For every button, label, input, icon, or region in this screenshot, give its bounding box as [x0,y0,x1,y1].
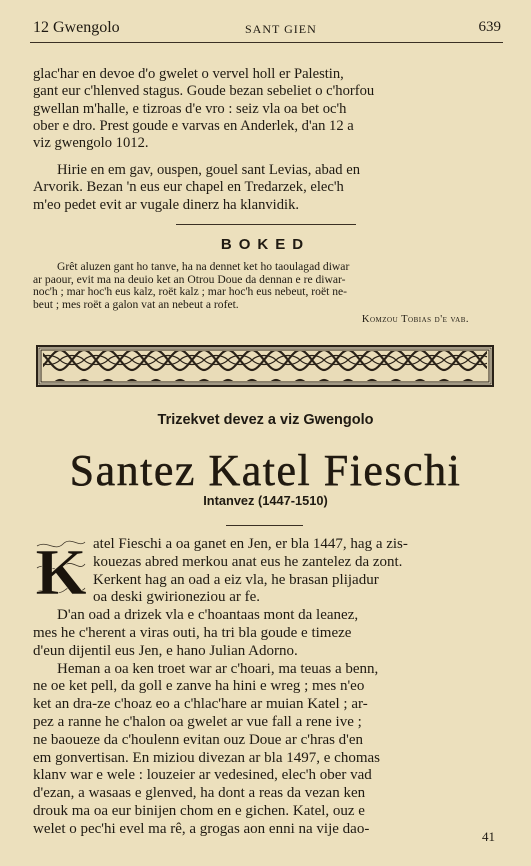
quote-line: ar paour, evit ma na deuio ket an Otrou Doue da dennan e re diwar- [33,272,346,286]
saint-dates: Intanvez (1447-1510) [203,493,328,508]
text-line: ne baoueze da c'houlenn evitan ouz Doue ar c'hras d'en [33,731,364,748]
quote-attribution: Komzou Tobias d'e vab. [361,314,469,325]
text-line: Heman a oa ken troet war ar c'hoari, ma teuas a benn, [57,660,379,677]
text-line: Arvorik. Bezan 'n eus eur chapel en Tredarzek, elec'h [33,179,344,196]
text-line: drouk ma oa eur binijen chom en e gichen. Katel, ouz e [33,802,365,819]
text-line: klanv war e wele : louzeier ar vedesined, elec'h ober vad [33,767,372,784]
header-saint: SANT GIEN [245,22,317,36]
title-text: Santez Katel Fieschi [69,446,462,495]
text-line: em gonvertisan. En miziou divezan ar bla 1497, e chomas [33,749,380,766]
text-line: ne oe ket pell, da goll e zanve ha hini e wreg ; mes n'eo [33,678,365,695]
saint-title [0,445,531,496]
divider [176,224,356,225]
text-line: d'eun dijentil eus Jen, e hano Julian Adorno. [33,642,298,659]
quote-line: Grêt aluzen gant ho tanve, ha na dennet ket ho taoulagad diwar [57,260,350,273]
text-line: d'ezan, a wasaas e glenved, ha dont a reas da vezan ken [33,785,366,802]
drop-cap-letter: K [35,538,87,600]
header-rule [30,42,503,43]
biography-text [33,536,495,839]
text-line: Kerkent hag an oad a eiz vla, he brasan plijadur [93,571,379,588]
section-date-heading: Trizekvet devez a viz Gwengolo [157,412,374,428]
text-line: D'an oad a drizek vla e c'hoantaas mont da leanez, [57,607,359,624]
boked-quote [33,261,495,311]
quote-line: noc'h ; mar hoc'h eus kalz, roët kalz ; mar hoc'h eus nebeut, roët ne- [33,285,348,299]
text-line: Hirie en em gav, ouspen, gouel sant Levias, abad en [57,162,360,178]
ornamental-band [36,345,494,387]
text-line: gant eur c'hlenved stagus. Goude bezan sebeliet o c'horfou [33,83,375,100]
text-line: m'eo pedet evit ar vugale dinerz ha klanvidik. [33,196,300,213]
text-line: glac'har en devoe d'o gwelet o vervel holl er Palestin, [33,66,344,82]
signature-mark: 41 [482,829,495,844]
running-header [33,19,501,39]
paragraph-1 [33,66,495,152]
text-line: kouezas abred merkou anat eus he zantelez da zont. [93,553,403,570]
text-line: atel Fieschi a oa ganet en Jen, er bla 1447, hag a zis- [93,536,408,552]
text-line: mes he c'herent a viras outi, ha tri bla goude e timeze [33,624,352,641]
text-line: viz gwengolo 1012. [33,135,149,152]
text-line: pez a ranne he c'halon oa gwelet ar vue fall a rene ive ; [33,713,362,730]
text-line: welet o pec'hi evel ma rê, a grogas aon enni na vije dao- [33,820,370,837]
text-line: gwellan m'halle, e tizroas d'e vro : seiz vla oa bet oc'h [33,100,347,117]
text-line: ober e dro. Prest goude e varvas en Anderlek, d'an 12 a [33,117,354,134]
header-page-number: 639 [478,19,501,35]
title-rule [226,525,303,526]
text-line: ket an dra-ze c'hoaz eo a c'hlac'hare ar muian Katel ; ar- [33,696,368,713]
header-date: 12 Gwengolo [33,19,120,36]
text-line: oa deski gwirioneziou ar fe. [93,589,261,606]
boked-heading: BOKED [220,236,311,253]
quote-line: beut ; mes roët a galon vat an nebeut a rofet. [33,297,239,311]
paragraph-2 [33,162,495,214]
